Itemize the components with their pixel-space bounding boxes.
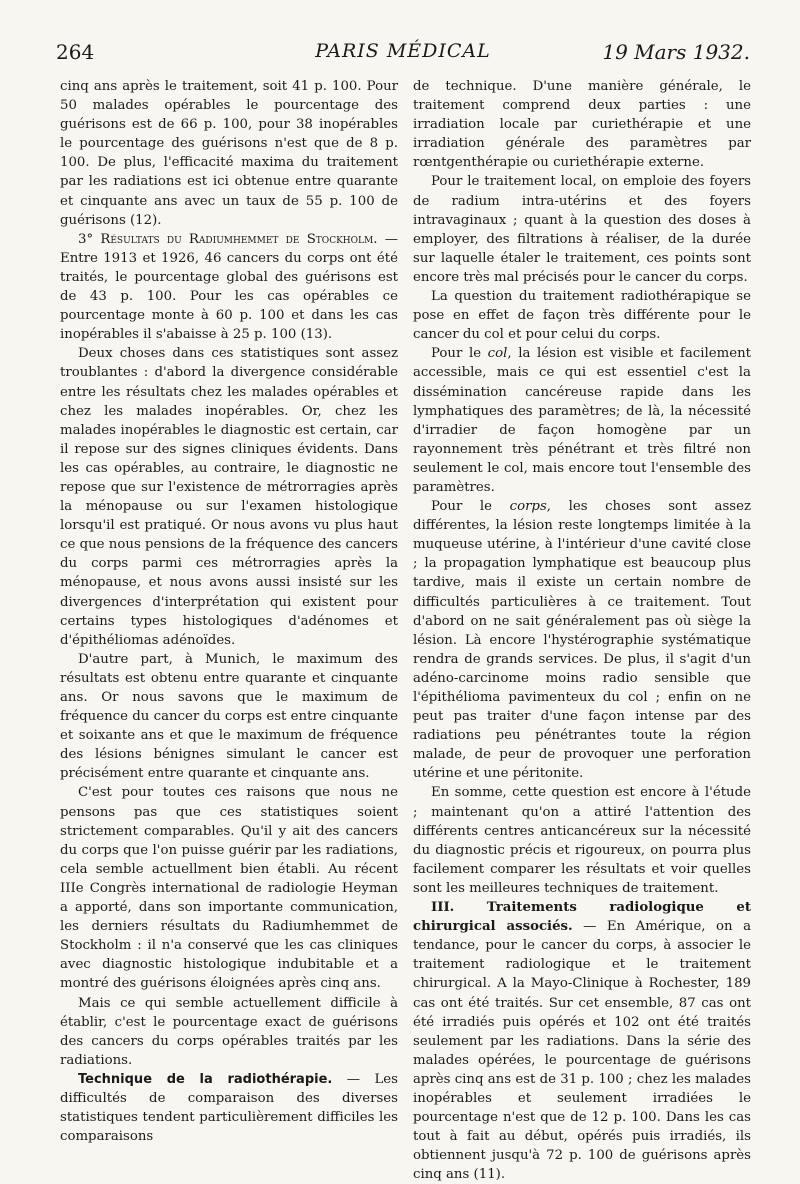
emphasis: corps <box>509 499 547 515</box>
paragraph: de technique. D'une manière générale, le traitement comprend deux parties : une irradiation locale par curiethérapie et une irradiation générale des paramètres par rœntgenthérapie ou curiethérapie externe. <box>413 79 751 171</box>
paragraph-body: — Entre 1913 et 1926, 46 cancers du corps ont été traités, le pourcentage global des guérisons est de 43 p. 100. Pour les cas opérables ce pourcentage monte à 60 p. 100 et dans les cas inopérables il s'abaisse à 25 p. 100 (13). <box>60 231 398 343</box>
journal-title: PARIS MÉDICAL <box>315 40 491 62</box>
paragraph: Pour le traitement local, on emploie des foyers de radium intra-utérins et des foyers intravaginaux ; quant à la question des doses à employer, des filtrations à réaliser, de la durée sur laquelle étaler le traitement, ces points sont encore très mal précisés pour le cancer du corps. <box>413 174 751 285</box>
paragraph: Deux choses dans ces statistiques sont assez troublantes : d'abord la divergence considérable entre les résultats chez les malades opérables et chez les malades inopérables. Or, chez les malades inopérables le diagnostic est certain, car il repose sur des signes cliniques évidents. Dans les cas opérables, au contraire, le diagnostic ne repose que sur l'existence de métrorragies après la ménopause ou sur l'examen histologique lorsqu'il est pratiqué. Or nous avons vu plus haut ce que nous pensions de la fréquence des cancers du corps parmi ces métrorragies après la ménopause, et nous avons aussi insisté sur les divergences d'interprétation qui existent pour certains types histologiques d'adénomes et d'épithéliomas adénoïdes. <box>60 346 398 648</box>
paragraph: D'autre part, à Munich, le maximum des résultats est obtenu entre quarante et cinquante ans. Or nous savons que le maximum de fréquence du cancer du corps est entre cinquante et soixante ans et que le maximum de fréquence des lésions bénignes simulant le cancer est précisément entre quarante et cinquante ans. <box>60 651 398 782</box>
paragraph <box>60 230 398 345</box>
paragraph: Mais ce qui semble actuellement difficile à établir, c'est le pourcentage exact de guérisons des cancers du corps opérables traités par les radiations. <box>60 995 398 1068</box>
page-number: 264 <box>56 40 95 64</box>
paragraph <box>60 1070 398 1146</box>
text-run: Pour le <box>431 346 488 362</box>
paragraph <box>413 898 751 1184</box>
text-run: , la lésion est visible et facilement accessible, mais ce qui est essentiel c'est la dissémination cancéreuse rapide dans les lymphatiques des paramètres; de là, la nécessité d'irradier de façon homogène par un rayonnement très pénétrant et très filtré non seulement le col, mais encore tout l'ensemble des paramètres. <box>413 346 751 495</box>
section-heading: 3° Résultats du Radiumhemmet de Stockholm. <box>78 231 378 247</box>
paragraph-body: — En Amérique, on a tendance, pour le cancer du corps, à associer le traitement radiologique et le traitement chirurgical. A la Mayo-Clinique à Rochester, 189 cas ont été traités. Sur cet ensemble, 87 cas ont été irradiés puis opérés et 102 ont été traités seulement par les radiations. Dans la série des malades opérées, le pourcentage de guérisons après cinq ans est de 31 p. 100 ; chez les malades inopérables et seulement irradiées le pourcentage n'est que de 12 p. 100. Dans les cas tout à fait au début, opérés puis irradiés, ils obtiennent jusqu'à 72 p. 100 de guérisons après cinq ans (11). <box>413 919 751 1183</box>
running-header <box>56 40 750 74</box>
paragraph: En somme, cette question est encore à l'étude ; maintenant qu'on a attiré l'attention des différents centres anticancéreux sur la nécessité du diagnostic précis et rigoureux, on pourra plus facilement comparer les résultats et voir quelles sont les meilleures techniques de traitement. <box>413 785 751 896</box>
text-run: , les choses sont assez différentes, la lésion reste longtemps limitée à la muqueuse utérine, à l'intérieur d'une cavité close ; la propagation lymphatique est beaucoup plus tardive, mais il existe un certain nombre de difficultés particulières à ce traitement. Tout d'abord on ne sait généralement pas où siège la lésion. Là encore l'hystérographie systématique rendra de grands services. De plus, il s'agit d'un adéno-carcinome moins radio sensible que l'épithélioma pavimenteux du col ; enfin on ne peut pas traiter d'une façon intense par des radiations peu pénétrantes toute la région malade, de peur de provoquer une perforation utérine et une péritonite. <box>413 499 751 782</box>
paragraph: cinq ans après le traitement, soit 41 p. 100. Pour 50 malades opérables le pourcentage des guérisons est de 66 p. 100, pour 38 inopérables le pourcentage des guérisons n'est que de 8 p. 100. De plus, l'efficacité maxima du traitement par les radiations est ici obtenue entre quarante et cinquante ans avec un taux de 55 p. 100 de guérisons (12). <box>60 79 398 228</box>
paragraph <box>413 497 751 783</box>
paragraph <box>413 344 751 497</box>
left-column <box>60 77 398 1146</box>
section-heading: Technique de la radiothérapie. <box>78 1071 333 1087</box>
emphasis: col <box>487 346 508 362</box>
issue-date: 19 Mars 1932. <box>602 40 750 64</box>
right-column <box>413 77 751 1184</box>
text-run: Pour le <box>431 499 510 515</box>
section-heading: III. Traitements radiologique et chirurgical associés. <box>413 900 751 935</box>
paragraph: C'est pour toutes ces raisons que nous ne pensons pas que ces statistiques soient strictement comparables. Qu'il y ait des cancers du corps que l'on puisse guérir par les radiations, cela semble actuellment bien établi. Au récent IIIe Congrès international de radiologie Heyman a apporté, dans son importante communication, les derniers résultats du Radiumhemmet de Stockholm : il n'a conservé que les cas cliniques avec diagnostic histologique indubitable et a montré des guérisons éloignées après cinq ans. <box>60 785 398 992</box>
paragraph-body: — Les difficultés de comparaison des diverses statistiques tendent particulièrement difficiles les comparaisons <box>60 1071 398 1145</box>
paragraph: La question du traitement radiothérapique se pose en effet de façon très différente pour le cancer du col et pour celui du corps. <box>413 289 751 343</box>
